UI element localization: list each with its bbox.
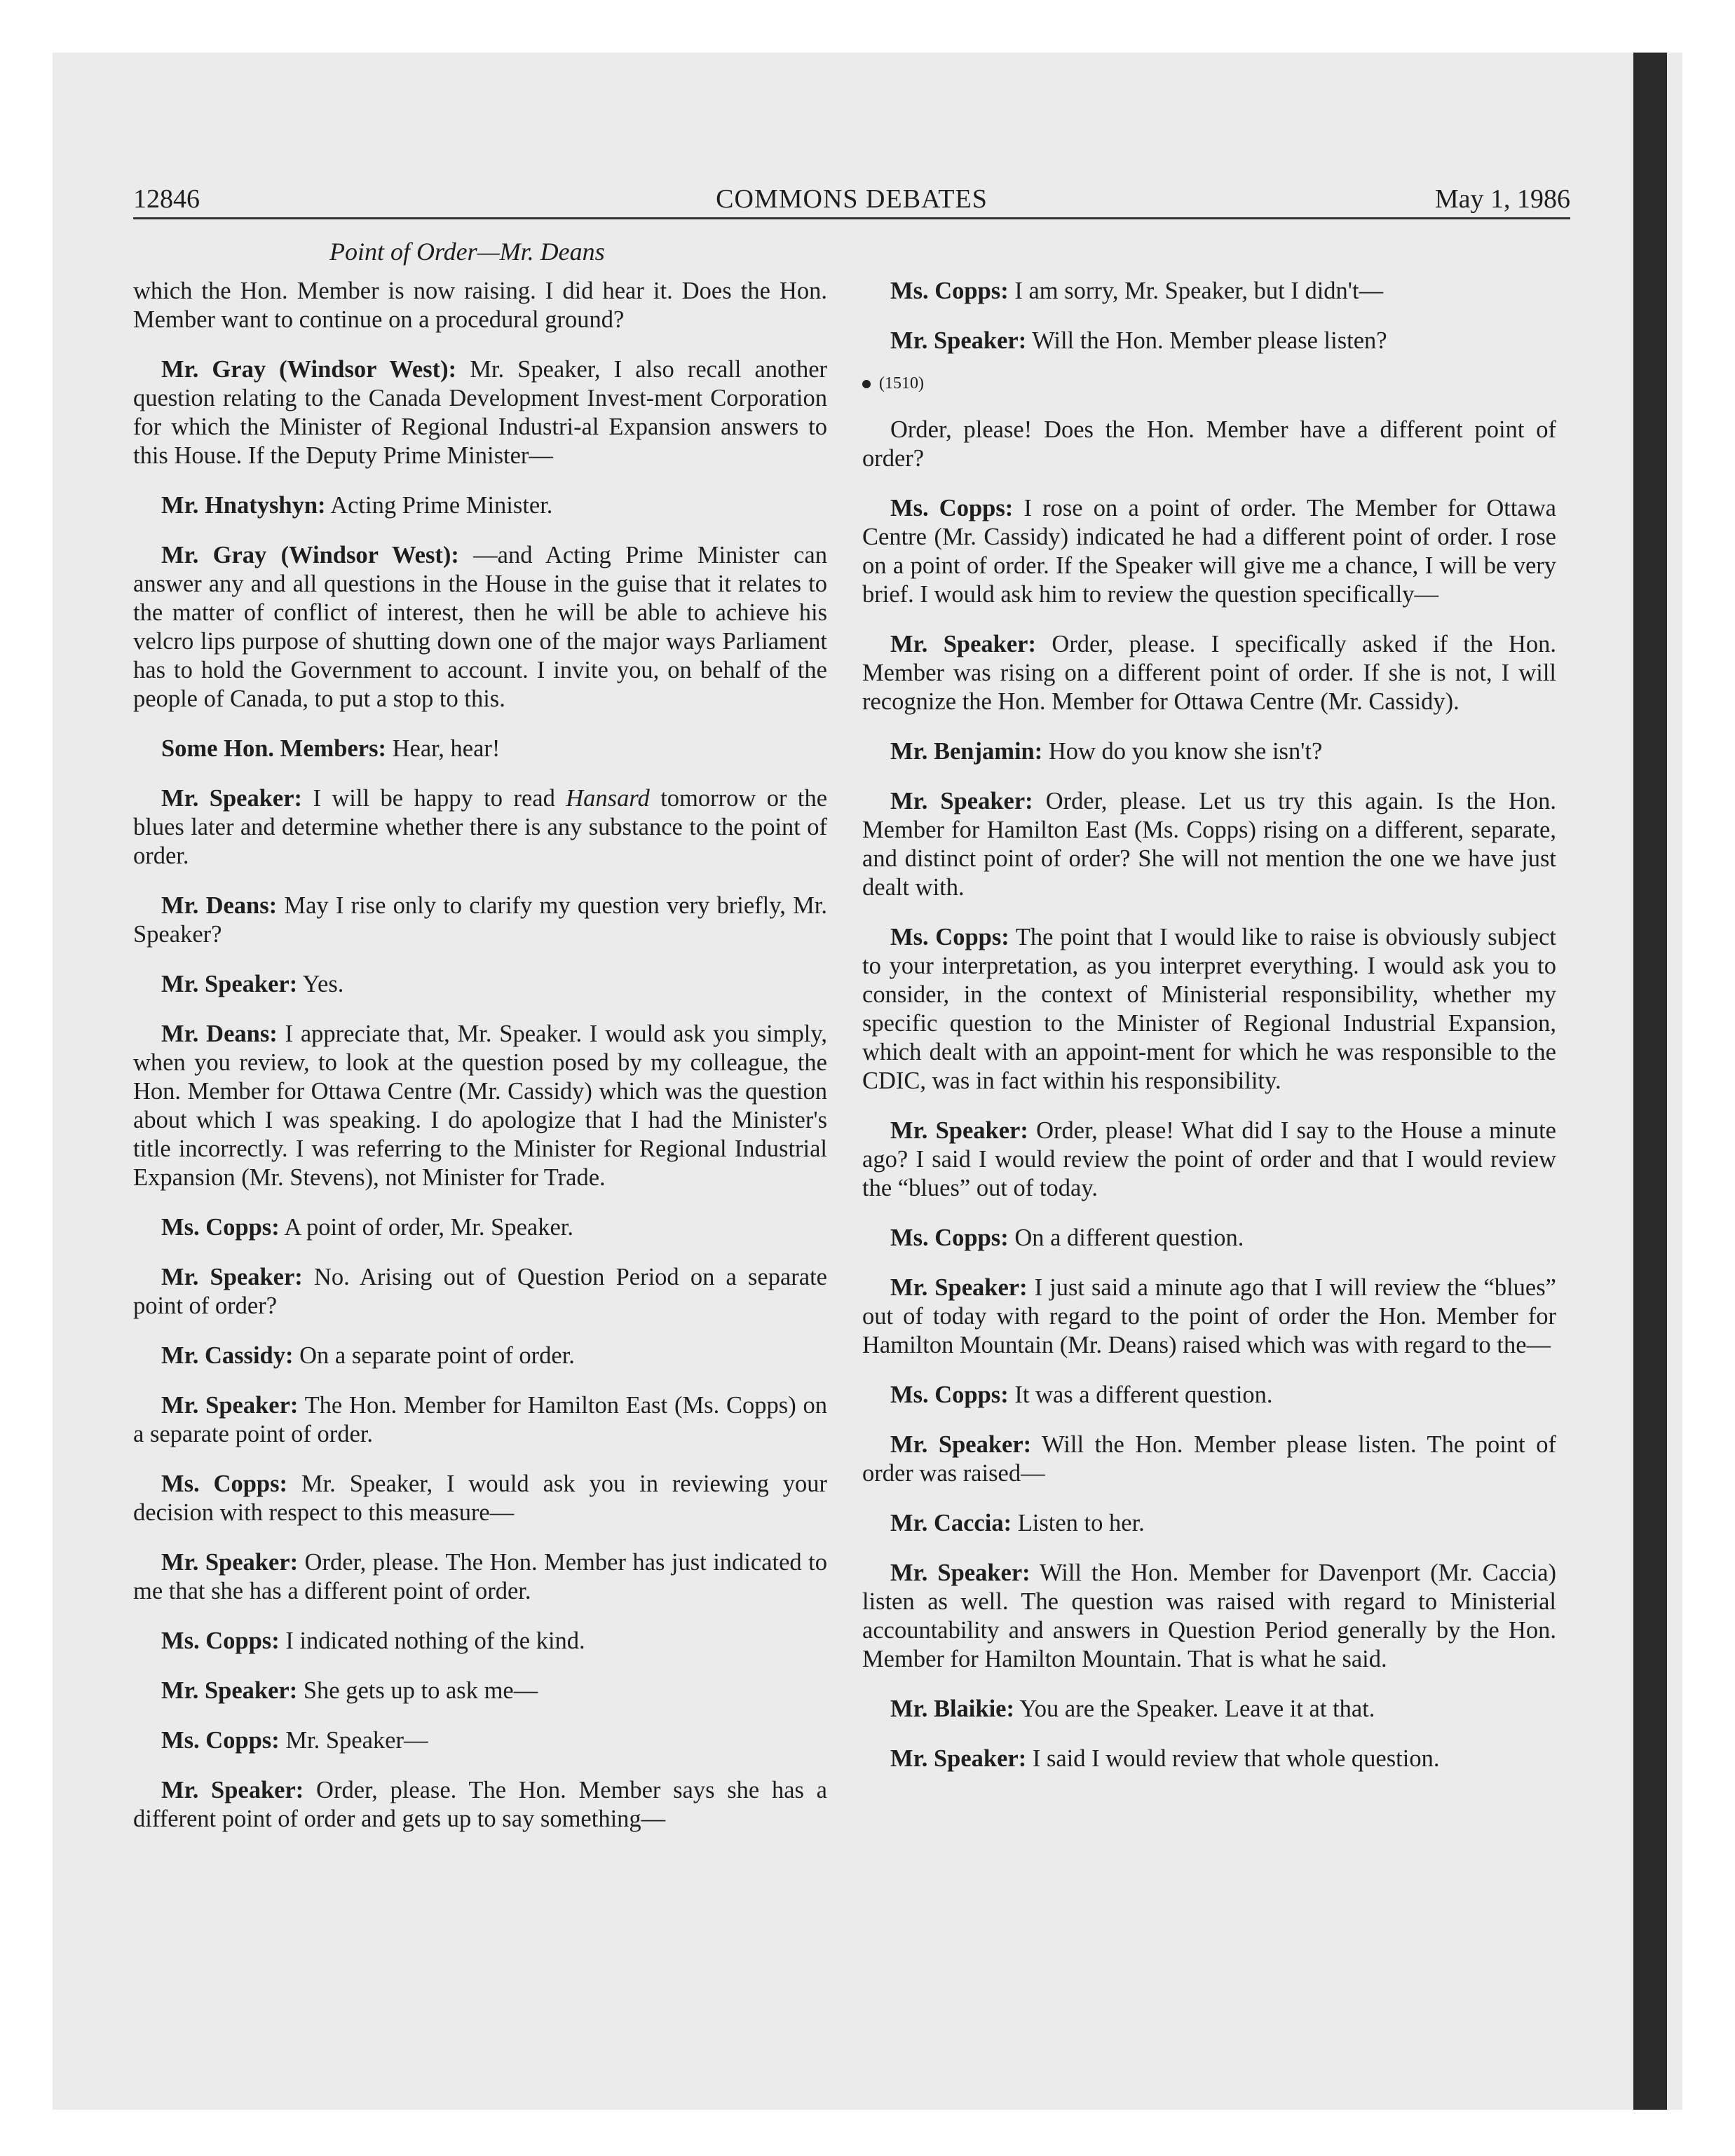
speaker-name: Mr. Speaker: xyxy=(890,327,1027,354)
speaker-name: Mr. Speaker: xyxy=(161,1264,303,1290)
speech-paragraph xyxy=(133,1548,827,1606)
italic-term: Hansard xyxy=(566,785,650,812)
speech-text: A point of order, Mr. Speaker. xyxy=(279,1214,573,1241)
speech-paragraph xyxy=(862,1431,1556,1488)
speech-paragraph xyxy=(133,1391,827,1449)
speech-text: Order, please! What did I say to the House a minute ago? I said I would review the point of order and that I would review the “blues” out of today. xyxy=(862,1117,1556,1201)
speech-paragraph xyxy=(862,787,1556,902)
speech-paragraph xyxy=(862,1695,1556,1724)
speech-paragraph xyxy=(133,1677,827,1705)
bullet-icon xyxy=(862,380,871,388)
speech-text: The point that I would like to raise is obviously subject to your interpretation, as you interpret everything. I would ask you to consider, in the context of Ministerial responsibility, whether my specific question to the Minister of Regional Industrial Expansion, which dealt with an appoint-ment for which he was responsible to the CDIC, was in fact within his responsibility. xyxy=(862,924,1556,1094)
speaker-name: Mr. Hnatyshyn: xyxy=(161,492,326,519)
speech-paragraph xyxy=(862,923,1556,1096)
speech-text: I said I would review that whole question. xyxy=(1026,1745,1440,1772)
speaker-name: Ms. Copps: xyxy=(890,1381,1009,1408)
speech-paragraph xyxy=(133,1726,827,1755)
speech-text: Listen to her. xyxy=(1012,1510,1145,1536)
speaker-name: Mr. Cassidy: xyxy=(161,1342,294,1369)
speaker-name: Ms. Copps: xyxy=(161,1214,280,1241)
speech-paragraph xyxy=(862,277,1556,306)
speech-paragraph xyxy=(133,1342,827,1370)
speech-text: Order, please. I specifically asked if the Hon. Member was rising on a different point of order. If she is not, I will recognize the Hon. Member for Ottawa Centre (Mr. Cassidy). xyxy=(862,631,1556,715)
speech-text: —and Acting Prime Minister can answer any and all questions in the House in the guise that it relates to the matter of conflict of interest, then he will be able to achieve his velcro lips purpose of shutting down one of the major ways Parliament has to hold the Government to account. I invite you, on behalf of the people of Canada, to put a stop to this. xyxy=(133,542,827,712)
speech-paragraph xyxy=(133,1263,827,1321)
speech-text: Order, please! Does the Hon. Member have a different point of order? xyxy=(862,416,1556,472)
speech-text: Order, please. Let us try this again. Is the Hon. Member for Hamilton East (Ms. Copps) rising on a different, separate, and distinct point of order? She will not mention the one we have just dealt with. xyxy=(862,788,1557,901)
speaker-name: Mr. Speaker: xyxy=(890,1560,1030,1586)
time-marker xyxy=(862,369,1556,397)
speaker-name: Ms. Copps: xyxy=(890,495,1014,521)
right-column-body xyxy=(862,416,1556,1773)
speaker-name: Mr. Caccia: xyxy=(890,1510,1012,1536)
speech-text: Order, please. The Hon. Member says she has a different point of order and gets up to say something— xyxy=(133,1777,827,1832)
speaker-name: Ms. Copps: xyxy=(890,1224,1009,1251)
speech-text: Mr. Speaker, I would ask you in reviewing your decision with respect to this measure— xyxy=(133,1471,827,1526)
speech-paragraph xyxy=(133,970,827,999)
speech-text: Yes. xyxy=(297,971,344,997)
speech-text: Acting Prime Minister. xyxy=(325,492,553,519)
speech-text: which the Hon. Member is now raising. I did hear it. Does the Hon. Member want to continue on a procedural ground? xyxy=(133,278,827,333)
page-number: 12846 xyxy=(133,184,200,214)
speaker-name: Mr. Speaker: xyxy=(890,1431,1032,1458)
speech-text: No. Arising out of Question Period on a separate point of order? xyxy=(133,1264,827,1319)
speech-paragraph xyxy=(133,1020,827,1192)
speech-paragraph xyxy=(862,737,1556,766)
speaker-name: Mr. Gray (Windsor West): xyxy=(161,542,459,568)
speaker-name: Mr. Gray (Windsor West): xyxy=(161,356,457,383)
left-column xyxy=(133,277,827,1855)
speaker-name: Ms. Copps: xyxy=(161,1727,280,1754)
speech-text: The Hon. Member for Hamilton East (Ms. Copps) on a separate point of order. xyxy=(133,1392,827,1447)
speaker-name: Mr. Speaker: xyxy=(890,1745,1027,1772)
speaker-name: Ms. Copps: xyxy=(161,1471,287,1497)
speech-text: She gets up to ask me— xyxy=(297,1677,538,1704)
speech-text: Will the Hon. Member please listen? xyxy=(1026,327,1387,354)
speaker-name: Mr. Speaker: xyxy=(161,1392,299,1419)
speech-paragraph xyxy=(862,1224,1556,1253)
speech-text: Hear, hear! xyxy=(386,735,501,762)
speaker-name: Mr. Speaker: xyxy=(161,971,298,997)
speaker-name: Mr. Benjamin: xyxy=(890,738,1043,765)
speech-text: Will the Hon. Member please listen. The point of order was raised— xyxy=(862,1431,1556,1487)
speech-paragraph xyxy=(133,784,827,871)
speech-paragraph xyxy=(862,416,1556,473)
time-marker-label: (1510) xyxy=(879,374,924,393)
speech-paragraph xyxy=(862,494,1556,609)
speaker-name: Ms. Copps: xyxy=(161,1628,280,1654)
publication-date: May 1, 1986 xyxy=(1434,184,1570,214)
speaker-name: Mr. Speaker: xyxy=(161,1549,299,1576)
speaker-name: Mr. Deans: xyxy=(161,1021,278,1047)
right-column-top xyxy=(862,277,1556,355)
speech-text: May I rise only to clarify my question very briefly, Mr. Speaker? xyxy=(133,892,827,948)
scan-edge xyxy=(1633,53,1667,2110)
speech-paragraph xyxy=(133,491,827,520)
speaker-name: Mr. Deans: xyxy=(161,892,278,919)
speech-paragraph xyxy=(133,541,827,714)
speech-paragraph xyxy=(133,1776,827,1834)
speech-text: Will the Hon. Member for Davenport (Mr. Caccia) listen as well. The question was raised with regard to Ministerial accountability and answers in Question Period generally by the Hon. Member for Hamilton Mountain. That is what he said. xyxy=(862,1560,1557,1672)
speaker-name: Mr. Speaker: xyxy=(161,1777,304,1803)
page-header xyxy=(133,181,1570,219)
speech-text: On a different question. xyxy=(1008,1224,1244,1251)
speech-text: On a separate point of order. xyxy=(293,1342,575,1369)
speech-paragraph xyxy=(133,355,827,470)
speech-text: Order, please. The Hon. Member has just indicated to me that she has a different point of order. xyxy=(133,1549,827,1604)
speech-text: I rose on a point of order. The Member for Ottawa Centre (Mr. Cassidy) indicated he had a different point of order. I rose on a point of order. If the Speaker will give me a chance, I will be very brief. I would ask him to review the question specifically— xyxy=(862,495,1556,608)
speech-text: I will be happy to read xyxy=(302,785,566,812)
speech-text: You are the Speaker. Leave it at that. xyxy=(1014,1696,1375,1722)
speech-paragraph xyxy=(862,1117,1556,1203)
running-head: Point of Order—Mr. Deans xyxy=(329,238,605,266)
speaker-name: Mr. Speaker: xyxy=(890,1274,1028,1301)
speech-paragraph xyxy=(133,1213,827,1242)
speaker-name: Mr. Speaker: xyxy=(161,1677,298,1704)
speech-text: I appreciate that, Mr. Speaker. I would ask you simply, when you review, to look at the question posed by my colleague, the Hon. Member for Ottawa Centre (Mr. Cassidy) which was the question about which I was speaking. I do apologize that I had the Minister's title incorrectly. I was referring to the Minister for Regional Industrial Expansion (Mr. Stevens), not Minister for Trade. xyxy=(133,1021,827,1191)
speaker-name: Mr. Speaker: xyxy=(890,631,1036,657)
speech-paragraph xyxy=(862,1559,1556,1674)
speech-paragraph xyxy=(862,630,1556,716)
speech-paragraph xyxy=(862,1509,1556,1538)
speech-text: How do you know she isn't? xyxy=(1042,738,1323,765)
right-column xyxy=(862,277,1556,1794)
speech-text-continued: tomorrow or the blues later and determine whether there is any substance to the point of order. xyxy=(133,785,828,869)
speech-paragraph xyxy=(862,1745,1556,1773)
speech-paragraph xyxy=(862,1381,1556,1410)
speech-paragraph xyxy=(133,1470,827,1527)
speaker-name: Mr. Speaker: xyxy=(161,785,303,812)
speech-paragraph xyxy=(133,735,827,763)
speaker-name: Ms. Copps: xyxy=(890,278,1009,304)
speech-text: I indicated nothing of the kind. xyxy=(279,1628,585,1654)
speech-text: I just said a minute ago that I will review the “blues” out of today with regard to the point of order the Hon. Member for Hamilton Mountain (Mr. Deans) raised which was with regard to the— xyxy=(862,1274,1556,1358)
speech-text: It was a different question. xyxy=(1008,1381,1273,1408)
speech-paragraph xyxy=(133,892,827,949)
speaker-name: Mr. Blaikie: xyxy=(890,1696,1014,1722)
speech-text: Mr. Speaker— xyxy=(279,1727,428,1754)
speaker-name: Ms. Copps: xyxy=(890,924,1009,950)
speech-paragraph xyxy=(862,327,1556,355)
speech-paragraph xyxy=(862,1274,1556,1360)
speaker-name: Mr. Speaker: xyxy=(890,788,1033,814)
speaker-name: Mr. Speaker: xyxy=(890,1117,1028,1144)
speaker-name: Some Hon. Members: xyxy=(161,735,386,762)
speech-paragraph xyxy=(133,277,827,334)
publication-title: COMMONS DEBATES xyxy=(716,184,988,214)
speech-paragraph xyxy=(133,1627,827,1656)
speech-text: I am sorry, Mr. Speaker, but I didn't— xyxy=(1008,278,1384,304)
speech-text: Mr. Speaker, I also recall another question relating to the Canada Development Invest-ment Corporation for which the Minister of Regional Industri-al Expansion answers to this House. If the Deputy Prime Minister— xyxy=(133,356,827,469)
